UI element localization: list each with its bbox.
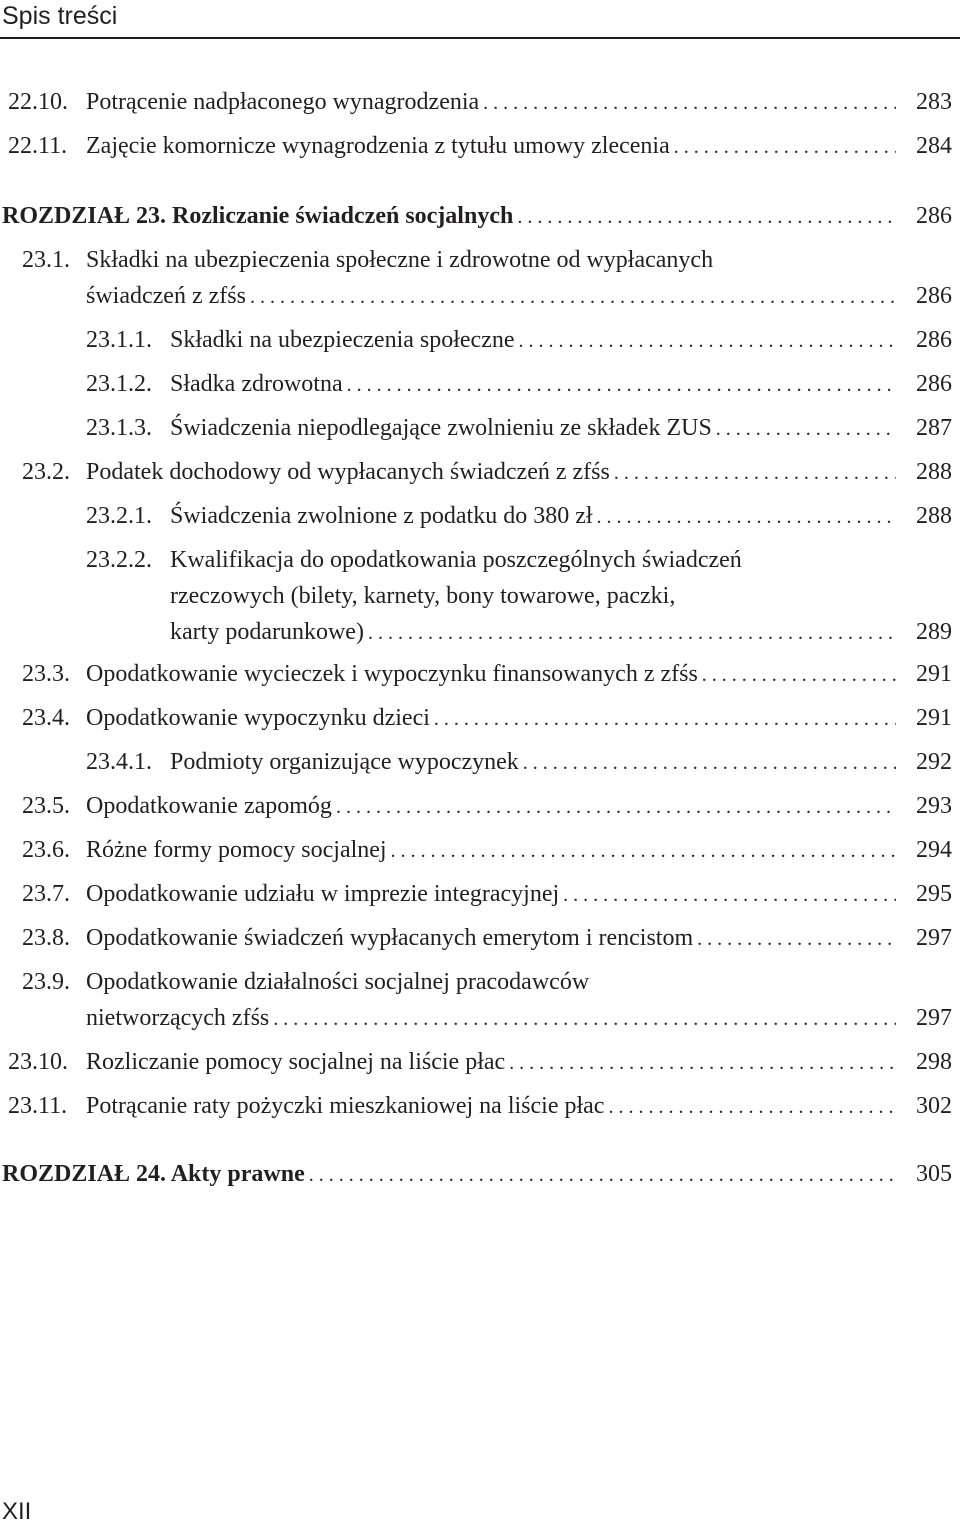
toc-entry-title-line: nietworzących zfśs: [86, 1005, 270, 1031]
toc-page-number: 286: [916, 283, 952, 309]
toc-entry-title-line: świadczeń z zfśs: [86, 283, 246, 309]
dot-leader: [702, 657, 896, 693]
toc-entry-number: 23.1.3.: [86, 415, 152, 441]
toc-page-number: 294: [916, 837, 952, 863]
toc-entry-number: 23.10.: [8, 1049, 68, 1075]
toc-entry-number: 23.8.: [22, 925, 70, 951]
dot-leader: [347, 367, 896, 403]
toc-entry[interactable]: [0, 498, 960, 534]
toc-entry[interactable]: [0, 410, 960, 446]
toc-page-number: 288: [916, 503, 952, 529]
dot-leader: [309, 1157, 896, 1193]
dot-leader: [563, 877, 896, 913]
toc-entry-title-line: Zajęcie komornicze wynagrodzenia z tytułu umowy zlecenia: [86, 133, 670, 159]
toc-entry-title-line: Potrącenie nadpłaconego wynagrodzenia: [86, 89, 480, 115]
toc-entry[interactable]: [0, 744, 960, 780]
toc-entry-number: 22.10.: [8, 89, 68, 115]
toc-page-number: 284: [916, 133, 952, 159]
toc-entry[interactable]: [0, 198, 960, 234]
toc-entry[interactable]: [0, 454, 960, 490]
toc-entry-number: 23.6.: [22, 837, 70, 863]
toc-page-number: 295: [916, 881, 952, 907]
toc-entry[interactable]: [0, 876, 960, 912]
toc-entry-title-line: Opodatkowanie wypoczynku dzieci: [86, 705, 430, 731]
toc-entry[interactable]: [0, 788, 960, 824]
dot-leader: [614, 455, 896, 491]
toc-page-number: 286: [916, 327, 952, 353]
toc-entry[interactable]: [0, 1088, 960, 1124]
toc-entry-number: 23.7.: [22, 881, 70, 907]
dot-leader: [716, 411, 896, 447]
toc-entry-title-line: Potrącanie raty pożyczki mieszkaniowej na liście płac: [86, 1093, 605, 1119]
toc-page-number: 297: [916, 925, 952, 951]
dot-leader: [674, 129, 896, 165]
dot-leader: [483, 85, 896, 121]
toc-page-number: 291: [916, 661, 952, 687]
dot-leader: [273, 1001, 896, 1037]
toc-entry-title-line: Opodatkowanie zapomóg: [86, 793, 332, 819]
toc-entry[interactable]: [0, 920, 960, 956]
toc-entry-number: 23.4.1.: [86, 749, 152, 775]
toc-entry[interactable]: [0, 1156, 960, 1192]
toc-entry[interactable]: [0, 700, 960, 736]
toc-entry-number: 23.2.2.: [86, 547, 152, 573]
toc-entry-title-line: Podmioty organizujące wypoczynek: [170, 749, 519, 775]
toc-page-number: 291: [916, 705, 952, 731]
toc-page-number: 293: [916, 793, 952, 819]
toc-entry-number: 23.9.: [22, 969, 70, 995]
toc-entry-title-line: Kwalifikacja do opodatkowania poszczególnych świadczeń: [170, 547, 742, 573]
dot-leader: [509, 1045, 896, 1081]
toc-entry-title-line: rzeczowych (bilety, karnety, bony towarowe, paczki,: [170, 583, 676, 609]
toc-page-number: 286: [916, 203, 952, 229]
toc-entry-title-line: Opodatkowanie świadczeń wypłacanych emerytom i rencistom: [86, 925, 694, 951]
toc-page-number: 283: [916, 89, 952, 115]
toc-entry[interactable]: [0, 242, 960, 314]
toc-entry-number: 23.2.: [22, 459, 70, 485]
toc-entry-title-line: Podatek dochodowy od wypłacanych świadczeń z zfśs: [86, 459, 610, 485]
chapter-number: ROZDZIAŁ 24.: [2, 1161, 167, 1187]
dot-leader: [368, 615, 896, 651]
toc-entry-number: 22.11.: [8, 133, 68, 159]
dot-leader: [523, 745, 896, 781]
toc-entry[interactable]: [0, 964, 960, 1036]
toc-entry-number: 23.11.: [8, 1093, 68, 1119]
dot-leader: [336, 789, 896, 825]
page-header: [0, 0, 960, 36]
dot-leader: [697, 921, 896, 957]
toc-entry-title-line: Świadczenia zwolnione z podatku do 380 zł: [170, 503, 593, 529]
toc-entry-title-line: Sładka zdrowotna: [170, 371, 343, 397]
toc-page-number: 287: [916, 415, 952, 441]
toc-entry-title-line: Opodatkowanie działalności socjalnej pracodawców: [86, 969, 590, 995]
chapter-number: ROZDZIAŁ 23.: [2, 203, 167, 229]
section-title: Spis treści: [2, 2, 118, 30]
header-divider: [0, 37, 960, 39]
toc-entry-number: 23.1.2.: [86, 371, 152, 397]
toc-page-number: 292: [916, 749, 952, 775]
toc-entry[interactable]: [0, 128, 960, 164]
toc-page-number: 286: [916, 371, 952, 397]
chapter-heading: [2, 198, 517, 234]
dot-leader: [434, 701, 896, 737]
dot-leader: [597, 499, 896, 535]
toc-entry-number: 23.3.: [22, 661, 70, 687]
chapter-title: Akty prawne: [170, 1161, 305, 1187]
toc-entry-number: 23.1.: [22, 247, 70, 273]
dot-leader: [517, 199, 896, 235]
toc-entry-number: 23.1.1.: [86, 327, 152, 353]
chapter-heading: [2, 1156, 309, 1192]
toc-entry-title-line: Rozliczanie pomocy socjalnej na liście płac: [86, 1049, 506, 1075]
toc-page-number: 302: [916, 1093, 952, 1119]
toc-page-number: 288: [916, 459, 952, 485]
toc-entry-title-line: Świadczenia niepodlegające zwolnieniu ze składek ZUS: [170, 415, 712, 441]
toc-entry-title-line: Opodatkowanie wycieczek i wypoczynku finansowanych z zfśs: [86, 661, 698, 687]
toc-entry-title-line: Składki na ubezpieczenia społeczne i zdrowotne od wypłacanych: [86, 247, 714, 273]
toc-entry[interactable]: [0, 84, 960, 120]
toc-entry[interactable]: [0, 366, 960, 402]
dot-leader: [391, 833, 896, 869]
toc-page-number: 297: [916, 1005, 952, 1031]
toc-entry[interactable]: [0, 542, 960, 650]
toc-entry[interactable]: [0, 1044, 960, 1080]
page-number: XII: [2, 1498, 32, 1525]
toc-entry-title-line: Składki na ubezpieczenia społeczne: [170, 327, 515, 353]
dot-leader: [608, 1089, 896, 1125]
toc-page-number: 289: [916, 619, 952, 645]
toc-page-number: 305: [916, 1161, 952, 1187]
toc-entry-title-line: Opodatkowanie udziału w imprezie integracyjnej: [86, 881, 560, 907]
toc-entry[interactable]: [0, 832, 960, 868]
toc-entry-title-line: karty podarunkowe): [170, 619, 364, 645]
toc-entry-number: 23.4.: [22, 705, 70, 731]
toc-entry-number: 23.2.1.: [86, 503, 152, 529]
toc-entry-number: 23.5.: [22, 793, 70, 819]
dot-leader: [250, 279, 896, 315]
toc-entry[interactable]: [0, 322, 960, 358]
toc-entry[interactable]: [0, 656, 960, 692]
chapter-title: Rozliczanie świadczeń socjalnych: [172, 203, 514, 229]
dot-leader: [519, 323, 896, 359]
toc-entry-title-line: Różne formy pomocy socjalnej: [86, 837, 387, 863]
toc-page-number: 298: [916, 1049, 952, 1075]
